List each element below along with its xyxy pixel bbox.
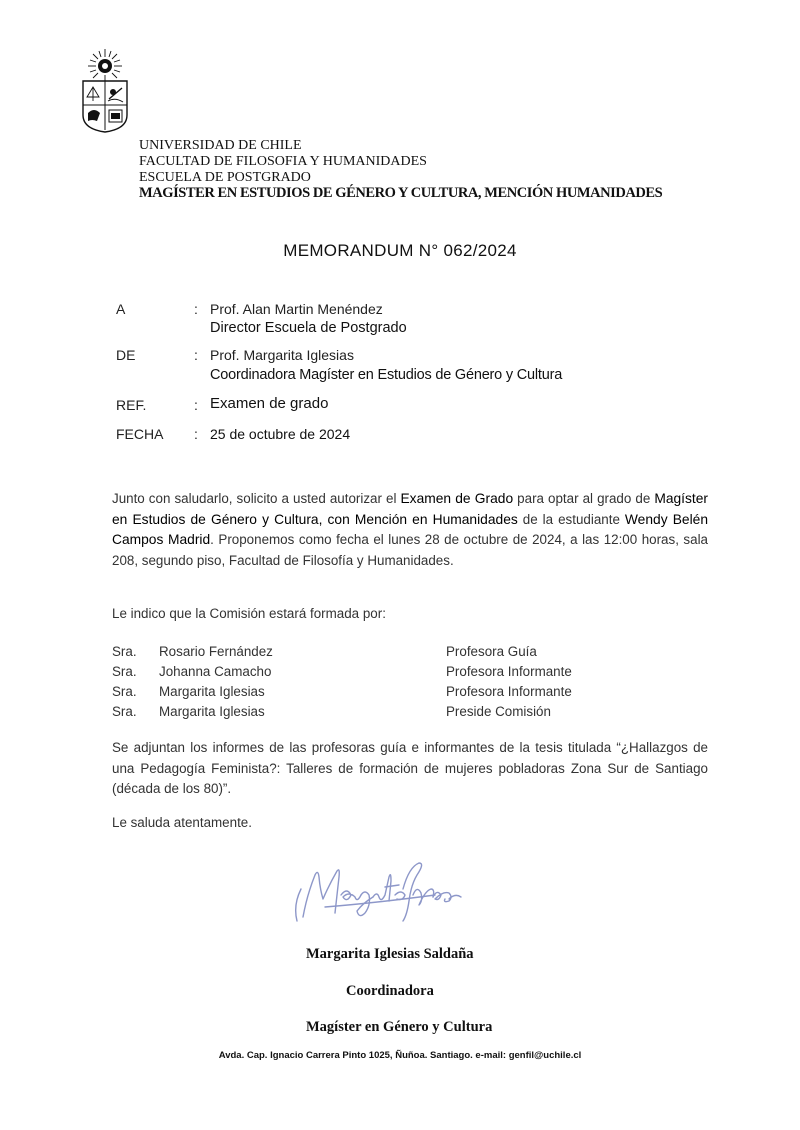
committee-row bbox=[112, 664, 612, 684]
closing-text: Le saluda atentamente. bbox=[112, 815, 252, 830]
school-name: ESCUELA DE POSTGRADO bbox=[139, 170, 311, 185]
field-to-position: Director Escuela de Postgrado bbox=[210, 320, 407, 336]
signatory-role: Coordinadora bbox=[346, 983, 434, 999]
committee-row bbox=[112, 704, 612, 724]
field-to-sep: : bbox=[194, 301, 198, 317]
committee-member-name: Rosario Fernández bbox=[159, 644, 273, 659]
committee-title: Sra. bbox=[112, 664, 137, 679]
committee-title: Sra. bbox=[112, 644, 137, 659]
committee-row bbox=[112, 644, 612, 664]
field-date-sep: : bbox=[194, 426, 198, 442]
signatory-program: Magíster en Género y Cultura bbox=[306, 1019, 493, 1035]
signatory-name: Margarita Iglesias Saldaña bbox=[306, 946, 474, 962]
field-from-label: DE bbox=[116, 347, 136, 363]
committee-member-name: Margarita Iglesias bbox=[159, 704, 265, 719]
footer-address: Avda. Cap. Ignacio Carrera Pinto 1025, Ñuñoa. Santiago. e-mail: genfil@uchile.cl bbox=[218, 1050, 582, 1061]
committee-title: Sra. bbox=[112, 704, 137, 719]
field-date-label: FECHA bbox=[116, 426, 164, 442]
committee-member-name: Margarita Iglesias bbox=[159, 684, 265, 699]
attachments-paragraph: Se adjuntan los informes de las profesoras guía e informantes de la tesis titulada “¿Hallazgos de una Pedagogía Feminista?: Talleres de formación de mujeres pobladoras Zona Sur de Santiago (década de los 80)”. bbox=[112, 740, 708, 796]
faculty-name: FACULTAD DE FILOSOFIA Y HUMANIDADES bbox=[139, 154, 427, 169]
university-seal-logo bbox=[80, 47, 130, 133]
field-ref-sep: : bbox=[194, 397, 198, 413]
field-to-value: Prof. Alan Martin Menéndez bbox=[210, 301, 383, 317]
program-name: MAGÍSTER EN ESTUDIOS DE GÉNERO Y CULTURA, MENCIÓN HUMANIDADES bbox=[139, 185, 663, 201]
committee-role: Profesora Informante bbox=[446, 684, 572, 699]
request-text: . Proponemos como fecha el lunes 28 de octubre de 2024, a las 12:00 horas, sala 208, segundo piso, Facultad de Filosofía y Humanidades. bbox=[112, 532, 708, 568]
request-text: para optar al grado de bbox=[513, 491, 655, 506]
committee-row bbox=[112, 684, 612, 704]
exam-type: Examen de Grado bbox=[400, 491, 514, 506]
field-to-label: A bbox=[116, 301, 126, 317]
field-from-sep: : bbox=[194, 347, 198, 363]
field-ref-value: Examen de grado bbox=[210, 395, 329, 412]
field-from-value: Prof. Margarita Iglesias bbox=[210, 347, 354, 363]
handwritten-signature bbox=[285, 855, 470, 935]
committee-role: Preside Comisión bbox=[446, 704, 551, 719]
memo-title: MEMORANDUM N° 062/2024 bbox=[283, 241, 517, 260]
degree-name: Magíster en Estudios de Género y Cultura, con Mención en Humanidades bbox=[112, 491, 708, 527]
field-date-value: 25 de octubre de 2024 bbox=[210, 426, 351, 442]
university-name: UNIVERSIDAD DE CHILE bbox=[139, 138, 302, 153]
committee-intro: Le indico que la Comisión estará formada por: bbox=[112, 606, 386, 621]
request-text: de la estudiante bbox=[517, 511, 625, 527]
field-ref-label: REF. bbox=[116, 397, 147, 413]
committee-title: Sra. bbox=[112, 684, 137, 699]
student-name: Wendy Belén Campos Madrid bbox=[112, 511, 709, 547]
committee-list bbox=[112, 644, 612, 724]
field-from-position: Coordinadora Magíster en Estudios de Género y Cultura bbox=[210, 367, 563, 383]
request-text: Junto con saludarlo, solicito a usted autorizar el bbox=[112, 491, 401, 506]
request-paragraph bbox=[112, 489, 708, 571]
committee-member-name: Johanna Camacho bbox=[159, 664, 272, 679]
committee-role: Profesora Informante bbox=[446, 664, 572, 679]
committee-role: Profesora Guía bbox=[446, 644, 537, 659]
